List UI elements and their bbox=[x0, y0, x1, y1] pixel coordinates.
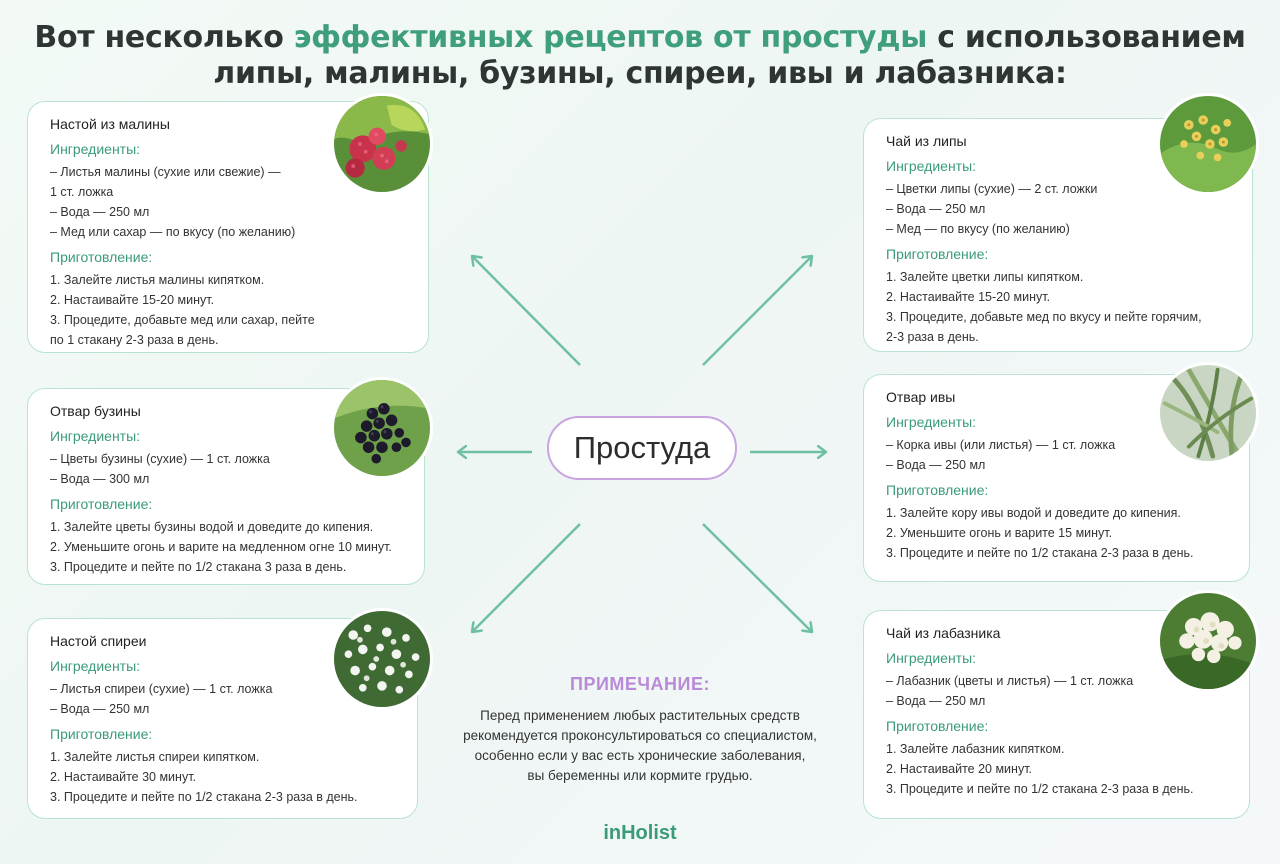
brand-logo: inHolist bbox=[603, 822, 677, 844]
ingredient-item: – Мед — по вкусу (по желанию) bbox=[886, 222, 1070, 236]
note-title: ПРИМЕЧАНИЕ: bbox=[570, 674, 710, 694]
preparation-label: Приготовление: bbox=[50, 496, 153, 512]
ingredient-item: – Листья спиреи (сухие) — 1 ст. ложка bbox=[50, 682, 273, 696]
linden-photo bbox=[1157, 93, 1259, 195]
preparation-label: Приготовление: bbox=[886, 246, 989, 262]
note-text bbox=[430, 706, 850, 786]
step-item: 2. Настаивайте 15-20 минут. bbox=[50, 293, 215, 307]
step-item: 2. Настаивайте 30 минут. bbox=[50, 770, 197, 784]
arrow-to-raspberry bbox=[472, 256, 580, 365]
step-item: 3. Процедите и пейте по 1/2 стакана 2-3 раза в день. bbox=[886, 782, 1194, 796]
meadowsweet-photo bbox=[1157, 590, 1259, 692]
center-node: Простуда bbox=[547, 416, 737, 480]
note-line: рекомендуется проконсультироваться со специалистом, bbox=[463, 728, 817, 743]
title-part2: с использованием bbox=[927, 20, 1246, 55]
ingredient-item: – Лабазник (цветы и листья) — 1 ст. ложка bbox=[886, 674, 1134, 688]
arrow-to-meadowsweet bbox=[703, 524, 812, 632]
step-item: 3. Процедите, добавьте мед по вкусу и пейте горячим, bbox=[886, 310, 1202, 324]
willow-photo bbox=[1157, 362, 1259, 464]
ingredient-item: 1 ст. ложка bbox=[50, 185, 114, 199]
ingredient-item: – Вода — 250 мл bbox=[50, 702, 150, 716]
ingredients-label: Ингредиенты: bbox=[886, 650, 977, 666]
ingredient-item: – Вода — 250 мл bbox=[886, 458, 986, 472]
card-title: Настой спиреи bbox=[50, 633, 147, 649]
preparation-label: Приготовление: bbox=[886, 718, 989, 734]
step-item: 2. Уменьшите огонь и варите 15 минут. bbox=[886, 526, 1113, 540]
note-line: вы беременны или кормите грудью. bbox=[527, 768, 753, 783]
ingredients-label: Ингредиенты: bbox=[50, 428, 141, 444]
ingredient-item: – Мед или сахар — по вкусу (по желанию) bbox=[50, 225, 296, 239]
preparation-label: Приготовление: bbox=[886, 482, 989, 498]
step-item: 1. Залейте лабазник кипятком. bbox=[886, 742, 1065, 756]
step-item: 3. Процедите и пейте по 1/2 стакана 2-3 раза в день. bbox=[50, 790, 358, 804]
page-title bbox=[0, 20, 1280, 92]
title-line2: липы, малины, бузины, спиреи, ивы и лабазника: bbox=[213, 56, 1067, 91]
ingredient-item: – Цветы бузины (сухие) — 1 ст. ложка bbox=[50, 452, 270, 466]
spirea-photo bbox=[331, 608, 433, 710]
step-item: 1. Залейте листья малины кипятком. bbox=[50, 273, 265, 287]
ingredients-label: Ингредиенты: bbox=[886, 158, 977, 174]
card-title: Чай из липы bbox=[886, 133, 967, 149]
step-item: 3. Процедите и пейте по 1/2 стакана 3 раза в день. bbox=[50, 560, 347, 574]
card-title: Чай из лабазника bbox=[886, 625, 1001, 641]
ingredient-item: – Вода — 250 мл bbox=[886, 202, 986, 216]
step-item: 2-3 раза в день. bbox=[886, 330, 979, 344]
card-title: Настой из малины bbox=[50, 116, 170, 132]
step-item: по 1 стакану 2-3 раза в день. bbox=[50, 333, 219, 347]
note-line: Перед применением любых растительных средств bbox=[480, 708, 800, 723]
ingredient-item: – Вода — 300 мл bbox=[50, 472, 150, 486]
card-title: Отвар ивы bbox=[886, 389, 956, 405]
step-item: 1. Залейте цветы бузины водой и доведите до кипения. bbox=[50, 520, 374, 534]
step-item: 3. Процедите и пейте по 1/2 стакана 2-3 раза в день. bbox=[886, 546, 1194, 560]
ingredient-item: – Вода — 250 мл bbox=[886, 694, 986, 708]
step-item: 1. Залейте листья спиреи кипятком. bbox=[50, 750, 260, 764]
elderberry-photo bbox=[331, 377, 433, 479]
ingredients-label: Ингредиенты: bbox=[50, 658, 141, 674]
ingredient-item: – Вода — 250 мл bbox=[50, 205, 150, 219]
step-item: 2. Настаивайте 20 минут. bbox=[886, 762, 1033, 776]
step-item: 2. Настаивайте 15-20 минут. bbox=[886, 290, 1051, 304]
preparation-label: Приготовление: bbox=[50, 249, 153, 265]
preparation-label: Приготовление: bbox=[50, 726, 153, 742]
ingredients-label: Ингредиенты: bbox=[50, 141, 141, 157]
title-part1: Вот несколько bbox=[34, 20, 294, 55]
card-title: Отвар бузины bbox=[50, 403, 141, 419]
note-line: особенно если у вас есть хронические заболевания, bbox=[474, 748, 806, 763]
arrow-to-linden bbox=[703, 256, 812, 365]
title-accent: эффективных рецептов от простуды bbox=[293, 20, 928, 55]
ingredient-item: – Корка ивы (или листья) — 1 ст. ложка bbox=[886, 438, 1116, 452]
step-item: 1. Залейте цветки липы кипятком. bbox=[886, 270, 1084, 284]
raspberry-photo bbox=[331, 93, 433, 195]
step-item: 3. Процедите, добавьте мед или сахар, пейте bbox=[50, 313, 315, 327]
arrow-to-spirea bbox=[472, 524, 580, 632]
ingredients-label: Ингредиенты: bbox=[886, 414, 977, 430]
step-item: 1. Залейте кору ивы водой и доведите до кипения. bbox=[886, 506, 1181, 520]
ingredient-item: – Листья малины (сухие или свежие) — bbox=[50, 165, 281, 179]
ingredient-item: – Цветки липы (сухие) — 2 ст. ложки bbox=[886, 182, 1098, 196]
step-item: 2. Уменьшите огонь и варите на медленном огне 10 минут. bbox=[50, 540, 392, 554]
